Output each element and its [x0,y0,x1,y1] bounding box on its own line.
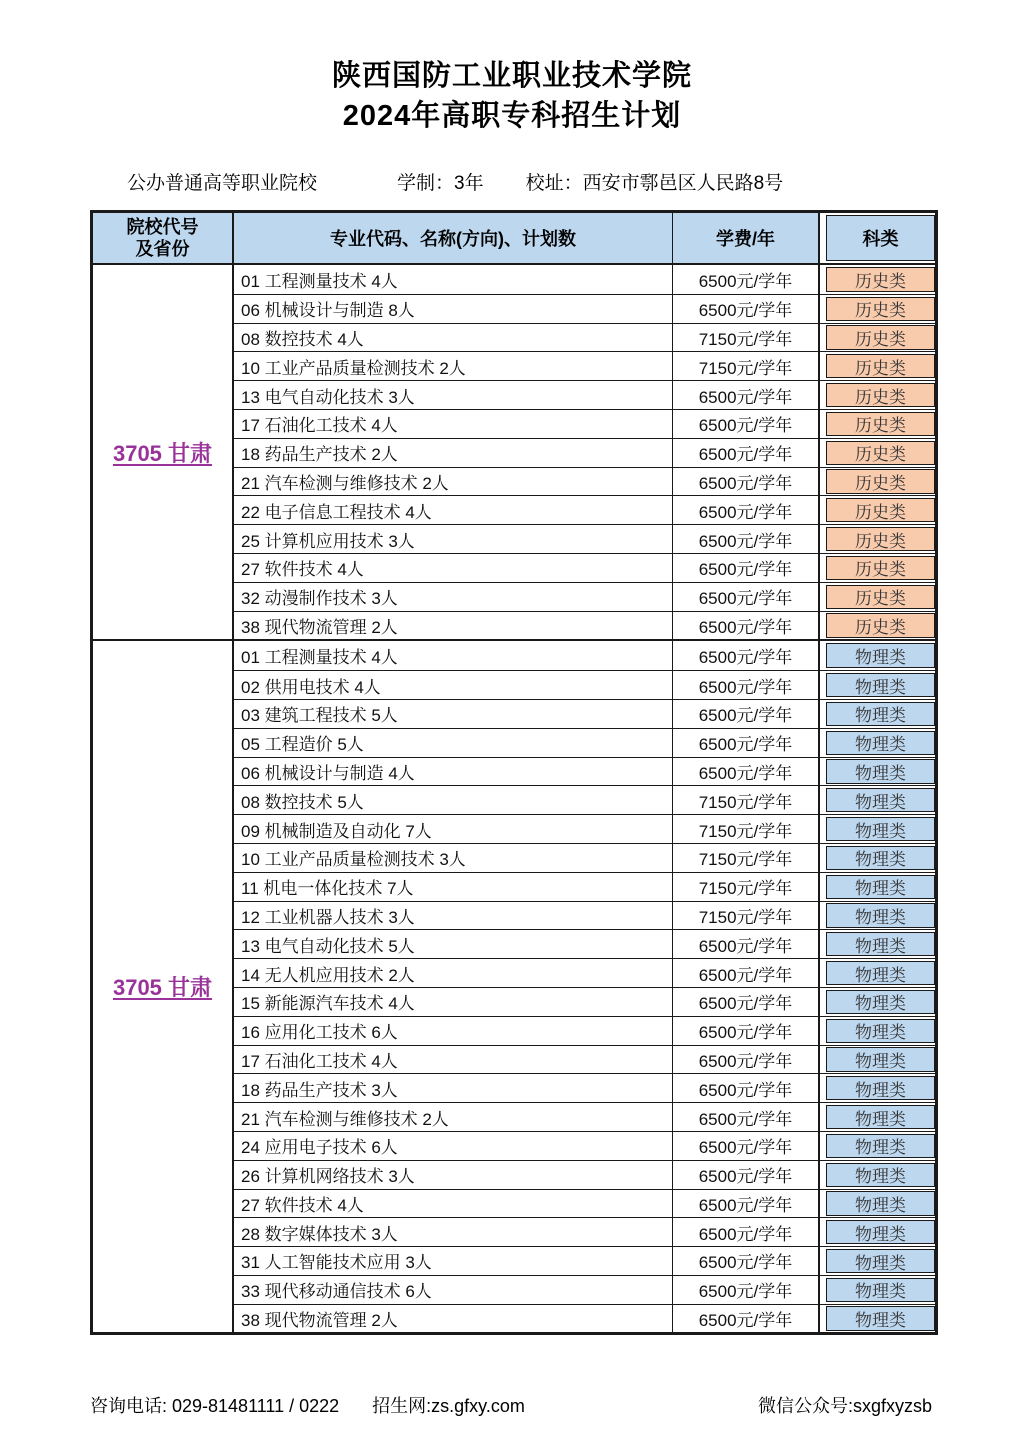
section-rows [234,265,935,639]
fee-cell: 7150元/学年 [673,352,820,380]
fee-cell: 7150元/学年 [673,324,820,352]
study-duration: 学制：3年 [397,173,484,194]
category-badge: 物理类 [826,1163,935,1187]
table-row [234,785,935,814]
major-cell: 21 汽车检测与维修技术 2人 [234,1103,673,1131]
category-cell [820,1305,935,1333]
major-cell: 14 无人机应用技术 2人 [234,959,673,987]
category-badge: 历史类 [826,354,935,378]
fee-cell: 6500元/学年 [673,1161,820,1189]
category-badge: 物理类 [826,817,935,841]
category-cell [820,1190,935,1218]
enrollment-table [90,210,938,1335]
table-row [234,872,935,901]
major-cell: 22 电子信息工程技术 4人 [234,496,673,524]
major-cell: 01 工程测量技术 4人 [234,265,673,294]
school-code-province: 3705 甘肃 [112,440,213,466]
category-badge: 历史类 [826,441,935,465]
major-cell: 13 电气自动化技术 3人 [234,381,673,409]
major-cell: 25 计算机应用技术 3人 [234,525,673,553]
fee-cell: 6500元/学年 [673,381,820,409]
school-type: 公办普通高等职业院校 [127,173,318,194]
category-cell [820,295,935,323]
table-row [234,495,935,524]
document-subtitle: 2024年高职专科招生计划 [342,100,682,132]
fee-cell: 6500元/学年 [673,1132,820,1160]
fee-cell: 6500元/学年 [673,671,820,699]
category-cell [820,1218,935,1246]
table-row [234,843,935,872]
table-row [234,1246,935,1275]
category-badge: 物理类 [826,1134,935,1158]
table-row [234,1016,935,1045]
category-cell [820,439,935,467]
fee-cell: 7150元/学年 [673,844,820,872]
category-cell [820,700,935,728]
col-header-code-line2: 及省份 [135,239,190,259]
table-row [234,670,935,699]
major-cell: 18 药品生产技术 2人 [234,439,673,467]
fee-cell: 6500元/学年 [673,554,820,582]
table-row [234,611,935,640]
category-cell [820,844,935,872]
category-badge: 物理类 [826,1019,935,1043]
fee-cell: 6500元/学年 [673,758,820,786]
category-badge: 物理类 [826,961,935,985]
table-row [234,409,935,438]
category-cell [820,468,935,496]
category-badge: 历史类 [826,297,935,321]
category-badge: 物理类 [826,1278,935,1302]
major-cell: 05 工程造价 5人 [234,729,673,757]
category-cell [820,729,935,757]
footer-website: 招生网:zs.gfxy.com [372,1396,525,1416]
category-badge: 物理类 [826,846,935,870]
major-cell: 32 动漫制作技术 3人 [234,583,673,611]
fee-cell: 6500元/学年 [673,1218,820,1246]
col-header-major: 专业代码、名称(方向)、计划数 [234,213,673,263]
table-row [234,958,935,987]
category-cell [820,1103,935,1131]
category-cell [820,1046,935,1074]
category-cell [820,612,935,640]
category-badge: 物理类 [826,875,935,899]
category-cell [820,1161,935,1189]
category-cell [820,583,935,611]
footer-phone: 咨询电话: 029-81481111 / 0222 [90,1396,340,1416]
category-cell [820,525,935,553]
major-cell: 15 新能源汽车技术 4人 [234,988,673,1016]
col-header-fee: 学费/年 [673,213,820,263]
category-cell [820,265,935,294]
fee-cell: 6500元/学年 [673,265,820,294]
table-row [234,1304,935,1333]
category-cell [820,352,935,380]
category-badge: 物理类 [826,643,935,668]
category-cell [820,1276,935,1304]
category-cell [820,1074,935,1102]
category-cell [820,671,935,699]
major-cell: 06 机械设计与制造 8人 [234,295,673,323]
table-row [234,1160,935,1189]
fee-cell: 6500元/学年 [673,612,820,640]
table-row [234,1102,935,1131]
major-cell: 08 数控技术 4人 [234,324,673,352]
table-row [234,351,935,380]
fee-cell: 6500元/学年 [673,1276,820,1304]
table-row [234,1275,935,1304]
category-badge: 物理类 [826,932,935,956]
category-cell [820,554,935,582]
fee-cell: 6500元/学年 [673,700,820,728]
fee-cell: 6500元/学年 [673,439,820,467]
fee-cell: 6500元/学年 [673,1046,820,1074]
fee-cell: 6500元/学年 [673,959,820,987]
col-header-code-line1: 院校代号 [126,217,199,237]
category-cell [820,815,935,843]
major-cell: 06 机械设计与制造 4人 [234,758,673,786]
category-cell [820,873,935,901]
fee-cell: 6500元/学年 [673,1190,820,1218]
category-badge: 物理类 [826,731,935,755]
fee-cell: 6500元/学年 [673,1305,820,1333]
major-cell: 17 石油化工技术 4人 [234,1046,673,1074]
major-cell: 24 应用电子技术 6人 [234,1132,673,1160]
school-code-province: 3705 甘肃 [112,975,213,1001]
footer [0,1392,1024,1418]
category-badge: 物理类 [826,1105,935,1129]
category-cell [820,1247,935,1275]
table-body [93,265,935,1332]
table-row [234,265,935,294]
category-cell [820,641,935,670]
category-badge: 物理类 [826,788,935,812]
major-cell: 10 工业产品质量检测技术 2人 [234,352,673,380]
category-badge: 历史类 [826,585,935,609]
title-block [0,0,1024,136]
category-badge: 历史类 [826,325,935,349]
category-badge: 物理类 [826,759,935,783]
category-cell [820,324,935,352]
table-row [234,553,935,582]
table-row [234,728,935,757]
major-cell: 11 机电一体化技术 7人 [234,873,673,901]
major-cell: 27 软件技术 4人 [234,554,673,582]
table-header-row [93,213,935,265]
category-cell [820,381,935,409]
table-row [234,929,935,958]
table-section [93,639,935,1332]
major-cell: 21 汽车检测与维修技术 2人 [234,468,673,496]
category-badge: 物理类 [826,1076,935,1100]
col-header-category-cell [820,213,935,263]
major-cell: 38 现代物流管理 2人 [234,1305,673,1333]
table-row [234,1189,935,1218]
document-title: 陕西国防工业职业技术学院 [331,60,692,92]
table-row [234,1217,935,1246]
major-cell: 18 药品生产技术 3人 [234,1074,673,1102]
category-badge: 物理类 [826,1220,935,1244]
category-badge: 历史类 [826,556,935,580]
fee-cell: 6500元/学年 [673,1017,820,1045]
code-province-cell [93,265,234,639]
table-row [234,524,935,553]
table-row [234,987,935,1016]
category-badge: 历史类 [826,383,935,407]
school-info-line [127,168,1024,195]
fee-cell: 6500元/学年 [673,641,820,670]
section-rows [234,641,935,1332]
category-badge: 历史类 [826,469,935,493]
category-badge: 物理类 [826,1249,935,1273]
category-cell [820,786,935,814]
major-cell: 28 数字媒体技术 3人 [234,1218,673,1246]
major-cell: 16 应用化工技术 6人 [234,1017,673,1045]
col-header-code-province [93,213,234,263]
fee-cell: 6500元/学年 [673,930,820,958]
fee-cell: 7150元/学年 [673,873,820,901]
table-row [234,901,935,930]
fee-cell: 7150元/学年 [673,902,820,930]
category-cell [820,1132,935,1160]
table-row [234,294,935,323]
table-section [93,265,935,639]
table-row [234,699,935,728]
category-badge: 历史类 [826,613,935,637]
major-cell: 31 人工智能技术应用 3人 [234,1247,673,1275]
category-badge: 物理类 [826,903,935,927]
fee-cell: 6500元/学年 [673,1074,820,1102]
major-cell: 17 石油化工技术 4人 [234,410,673,438]
fee-cell: 6500元/学年 [673,729,820,757]
code-province-cell [93,641,234,1332]
fee-cell: 6500元/学年 [673,295,820,323]
fee-cell: 7150元/学年 [673,815,820,843]
category-badge: 物理类 [826,702,935,726]
major-cell: 12 工业机器人技术 3人 [234,902,673,930]
major-cell: 33 现代移动通信技术 6人 [234,1276,673,1304]
major-cell: 38 现代物流管理 2人 [234,612,673,640]
fee-cell: 6500元/学年 [673,988,820,1016]
category-badge: 物理类 [826,1047,935,1071]
fee-cell: 6500元/学年 [673,1103,820,1131]
school-address: 校址：西安市鄠邑区人民路8号 [525,173,784,194]
major-cell: 03 建筑工程技术 5人 [234,700,673,728]
table-row [234,582,935,611]
major-cell: 10 工业产品质量检测技术 3人 [234,844,673,872]
table-row [234,467,935,496]
fee-cell: 6500元/学年 [673,583,820,611]
category-cell [820,902,935,930]
category-cell [820,496,935,524]
major-cell: 01 工程测量技术 4人 [234,641,673,670]
category-cell [820,1017,935,1045]
category-badge: 历史类 [826,498,935,522]
table-row [234,380,935,409]
category-badge: 物理类 [826,1306,935,1330]
table-row [234,1131,935,1160]
fee-cell: 6500元/学年 [673,1247,820,1275]
fee-cell: 6500元/学年 [673,496,820,524]
footer-wechat: 微信公众号:sxgfxyzsb [757,1396,932,1416]
category-cell [820,410,935,438]
category-badge: 物理类 [826,673,935,697]
category-badge: 物理类 [826,1191,935,1215]
table-row [234,1073,935,1102]
table-row [234,641,935,670]
table-row [234,757,935,786]
category-cell [820,959,935,987]
table-row [234,323,935,352]
major-cell: 02 供用电技术 4人 [234,671,673,699]
major-cell: 27 软件技术 4人 [234,1190,673,1218]
major-cell: 08 数控技术 5人 [234,786,673,814]
fee-cell: 6500元/学年 [673,525,820,553]
footer-left-group [90,1392,525,1418]
category-badge: 历史类 [826,267,935,292]
category-badge: 历史类 [826,527,935,551]
category-badge: 历史类 [826,412,935,436]
major-cell: 09 机械制造及自动化 7人 [234,815,673,843]
fee-cell: 6500元/学年 [673,468,820,496]
table-row [234,438,935,467]
fee-cell: 6500元/学年 [673,410,820,438]
col-header-category: 科类 [826,215,935,261]
major-cell: 13 电气自动化技术 5人 [234,930,673,958]
fee-cell: 7150元/学年 [673,786,820,814]
table-row [234,814,935,843]
category-badge: 物理类 [826,990,935,1014]
table-row [234,1045,935,1074]
category-cell [820,930,935,958]
major-cell: 26 计算机网络技术 3人 [234,1161,673,1189]
category-cell [820,758,935,786]
category-cell [820,988,935,1016]
